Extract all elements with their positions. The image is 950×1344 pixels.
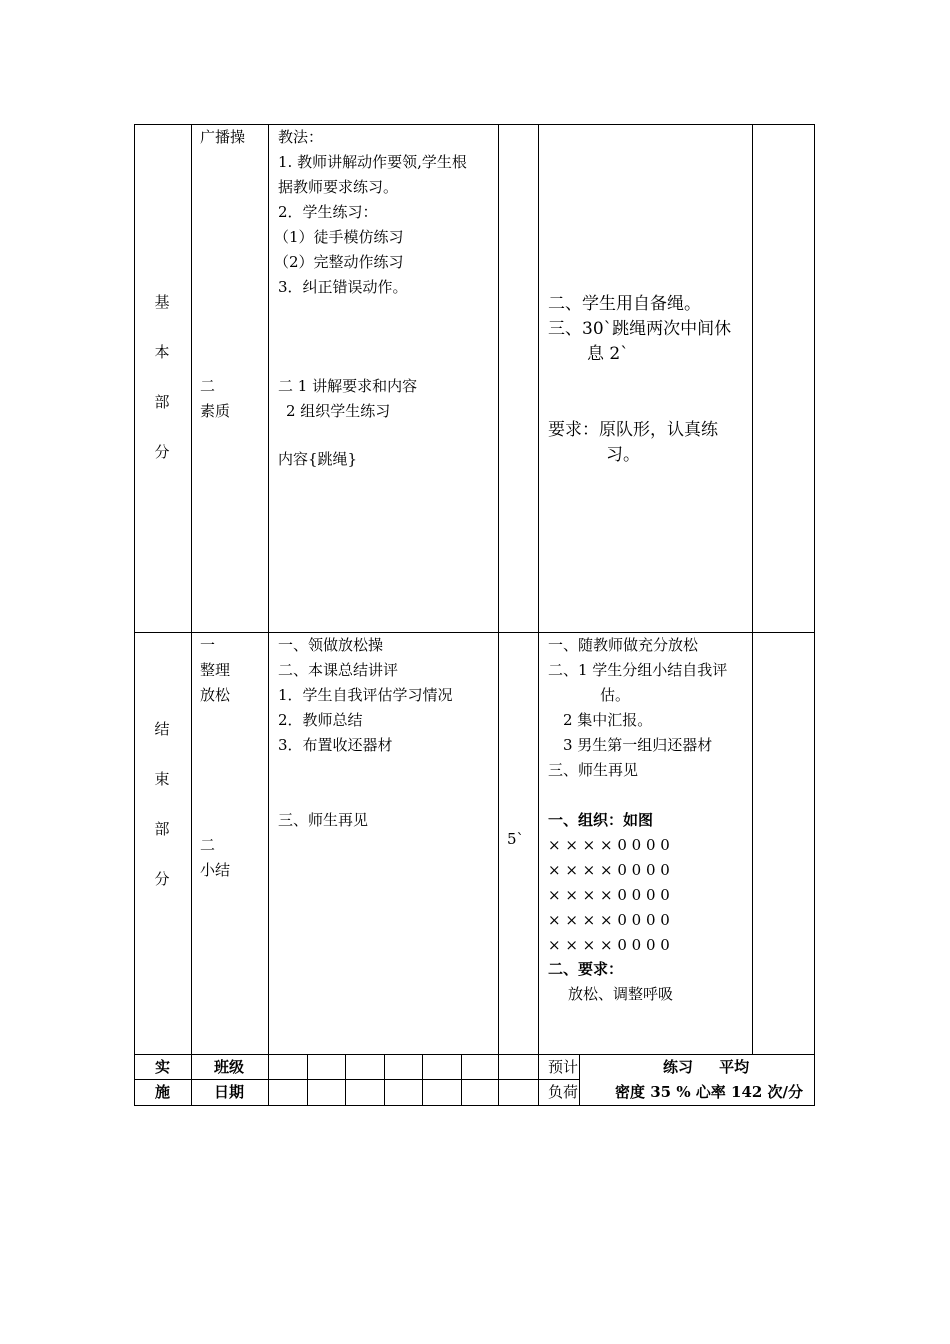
basic-item-broadcast-exercise: 广播操 [200, 128, 246, 146]
section-label-end: 结 束 部 分 [154, 720, 170, 888]
end-content: 一、领做放松操 二、本课总结讲评 1．学生自我评估学习情况 2．教师总结 3．布置收还器材 [278, 636, 453, 754]
end-formation: × × × × 0 0 0 0 × × × × 0 0 0 0 × × × × 0 0 0 0 × × × × 0 0 0 0 × × × × 0 0 0 0 [548, 836, 670, 954]
end-req-text: 放松、调整呼吸 [568, 985, 674, 1003]
basic-requirement: 要求：原队形，认真练 习。 [548, 420, 718, 465]
footer-grid-line [384, 1054, 385, 1106]
footer-date-label: 日期 [214, 1083, 245, 1101]
basic-teaching-methods: 教法： 1. 教师讲解动作要领,学生根 据教师要求练习。 2．学生练习： （1）徒手模仿练习 （2）完整动作练习 3．纠正错误动作。 [274, 128, 467, 296]
col-divider-4 [538, 124, 539, 1106]
end-item-relax: 一 整理 放松 [200, 636, 231, 704]
footer-density-line-1: 练习 平均 [663, 1058, 750, 1076]
footer-grid-line [345, 1054, 346, 1106]
section-label-basic: 基 本 部 分 [154, 293, 170, 461]
col-divider-3 [498, 124, 499, 1106]
end-item-summary: 二 小结 [200, 836, 231, 879]
footer-grid-line [422, 1054, 423, 1106]
end-req-title: 二、要求： [548, 960, 624, 978]
footer-impl-label: 实 施 [155, 1058, 171, 1101]
col-divider-5 [752, 124, 753, 1055]
col-divider-2 [268, 124, 269, 1106]
basic-item-fitness: 二 素质 [200, 377, 231, 420]
footer-grid-line [461, 1054, 462, 1106]
col-divider-1 [191, 124, 192, 1106]
table-border-right [814, 124, 815, 1106]
footer-load-label: 预计 负荷 [548, 1058, 579, 1101]
basic-teaching-methods-b: 二 1 讲解要求和内容 2 组织学生练习 内容{跳绳} [278, 377, 418, 468]
footer-density-line-2: 密度 35 % 心率 142 次/分 [615, 1083, 804, 1101]
end-org-title: 一、组织：如图 [548, 811, 654, 829]
end-content-farewell: 三、师生再见 [278, 811, 369, 829]
footer-grid-line [579, 1054, 580, 1106]
footer-mid-line [134, 1079, 579, 1080]
end-time: 5` [507, 830, 525, 848]
footer-class-label: 班级 [214, 1058, 245, 1076]
table-border-bottom [134, 1105, 815, 1106]
end-organization: 一、随教师做充分放松 二、1 学生分组小结自我评 估。 2 集中汇报。 3 男生第一组归还器材 三、师生再见 [548, 636, 728, 779]
table-border-left [134, 124, 135, 1106]
footer-grid-line [307, 1054, 308, 1106]
basic-org-lines: 二、学生用自备绳。 三、30`跳绳两次中间休 息 2` [548, 294, 732, 364]
